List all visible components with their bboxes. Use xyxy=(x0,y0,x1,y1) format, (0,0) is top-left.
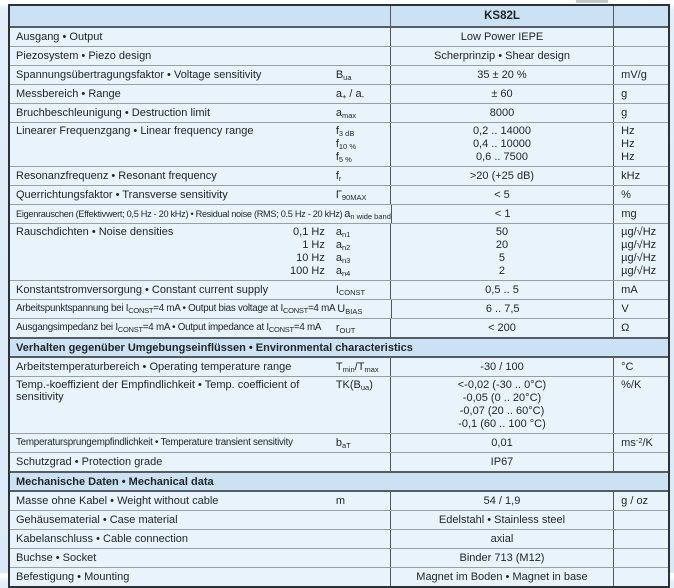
value-text: 20 xyxy=(495,239,509,251)
value-cell xyxy=(391,186,614,204)
value-text: 54 / 1,9 xyxy=(483,495,521,507)
unit-text: mV/g xyxy=(621,69,647,81)
unit-text: Hz xyxy=(621,151,635,163)
symbol-cell xyxy=(334,189,390,201)
symbol-cell xyxy=(334,514,390,526)
value-text: 0,5 .. 5 xyxy=(485,284,519,296)
param-cell xyxy=(10,358,391,376)
unit-text: $ms^{-2}/K$ xyxy=(621,436,653,449)
param-cell xyxy=(10,319,391,337)
value-cell xyxy=(391,358,614,376)
table-row xyxy=(10,122,668,166)
unit-cell xyxy=(614,358,668,376)
value-text: < 200 xyxy=(488,322,516,334)
unit-cell xyxy=(614,530,668,548)
value-text: 0,01 xyxy=(491,437,513,449)
value-text: < 5 xyxy=(494,189,510,201)
param-cell xyxy=(10,66,391,84)
value-text: IP67 xyxy=(490,456,514,468)
param-cell xyxy=(10,434,391,452)
unit-text: µg/√Hz xyxy=(621,265,657,277)
table-row xyxy=(10,376,668,433)
unit-text: %/K xyxy=(621,379,642,391)
unit-cell xyxy=(614,281,668,299)
unit-cell xyxy=(614,85,668,103)
symbol-label: $B_{ua}$ xyxy=(335,69,352,82)
symbol-label: $f_{3 dB}$ xyxy=(335,125,355,138)
param-label: Arbeitspunktspannung bei $I_{CONST}=4$ mA • Output bias voltage at $I_{CONST}=4$ mA xyxy=(16,303,336,315)
freq-column xyxy=(275,226,334,278)
table-row xyxy=(10,358,668,376)
symbol-cell xyxy=(334,107,390,119)
unit-text: V xyxy=(621,303,629,315)
value-text: >20 (+25 dB) xyxy=(469,170,535,182)
symbol-label: $f_r$ xyxy=(335,170,342,183)
value-cell xyxy=(391,549,614,567)
table-row xyxy=(10,103,668,122)
unit-cell xyxy=(614,104,668,122)
unit-cell xyxy=(614,319,668,337)
table-row xyxy=(10,280,668,299)
param-cell xyxy=(10,568,391,586)
param-label: Konstantstromversorgung • Constant current supply xyxy=(16,284,269,296)
symbol-cell xyxy=(334,361,390,373)
value-text: Binder 713 (M12) xyxy=(459,552,545,564)
value-cell xyxy=(391,123,614,166)
symbol-label: $a_{n1}$ xyxy=(335,226,351,239)
param-label: Ausgang • Output xyxy=(16,31,103,43)
value-text: ± 60 xyxy=(491,88,513,100)
param-cell xyxy=(10,530,391,548)
value-text: 6 .. 7,5 xyxy=(485,303,520,315)
section-header-row: Mechanische Daten • Mechanical data xyxy=(10,471,668,492)
symbol-cell xyxy=(334,125,390,164)
param-cell xyxy=(10,281,391,299)
value-text: KS82L xyxy=(484,10,520,22)
value-text: -0,07 (20 .. 60°C) xyxy=(459,405,545,417)
table-row xyxy=(10,452,668,471)
unit-text: % xyxy=(621,189,631,201)
symbol-cell xyxy=(334,170,390,182)
unit-cell xyxy=(614,66,668,84)
value-cell xyxy=(391,47,614,65)
value-cell xyxy=(392,205,614,223)
value-cell xyxy=(391,434,614,452)
unit-cell xyxy=(614,123,668,166)
param-label: Linearer Frequenzgang • Linear frequency range xyxy=(16,125,254,137)
symbol-cell xyxy=(334,379,390,431)
param-label: Spannungsübertragungsfaktor • Voltage sensitivity xyxy=(16,69,262,81)
freq-label: 10 Hz xyxy=(296,252,325,264)
unit-cell xyxy=(614,167,668,185)
unit-text: mA xyxy=(621,284,638,296)
unit-text: Hz xyxy=(621,125,635,137)
symbol-label: $r_{OUT}$ xyxy=(335,322,356,335)
unit-text: Hz xyxy=(621,138,635,150)
unit-text: °C xyxy=(621,361,634,373)
symbol-label: $a_{n3}$ xyxy=(335,252,351,265)
unit-cell xyxy=(614,6,668,26)
param-cell xyxy=(10,300,392,318)
table-row xyxy=(10,223,668,280)
value-text: -30 / 100 xyxy=(480,361,524,373)
symbol-label: $TK(B_{ua})$ xyxy=(335,379,373,392)
symbol-cell xyxy=(334,322,390,334)
value-text: Scherprinzip • Shear design xyxy=(434,50,570,62)
table-row xyxy=(10,318,668,337)
table-row xyxy=(10,510,668,529)
param-label: Ausgangsimpedanz bei $I_{CONST}=4$ mA • Output impedance at $I_{CONST}=4$ mA xyxy=(16,322,322,334)
symbol-cell xyxy=(334,495,390,507)
value-text: 0,4 .. 10000 xyxy=(472,138,532,150)
value-text: -0,05 (0 .. 20°C) xyxy=(462,392,542,404)
value-cell xyxy=(391,492,614,510)
value-text: 2 xyxy=(498,265,506,277)
table-row xyxy=(10,28,668,46)
param-cell xyxy=(10,47,391,65)
freq-label: 100 Hz xyxy=(289,265,325,277)
section-header-row: Verhalten gegenüber Umgebungseinflüssen • Environmental characteristics xyxy=(10,337,668,358)
value-cell xyxy=(391,104,614,122)
unit-cell xyxy=(614,186,668,204)
param-cell xyxy=(10,511,391,529)
param-cell xyxy=(10,377,391,433)
symbol-label: $I_{CONST}$ xyxy=(335,284,366,297)
value-text: <-0,02 (-30 .. 0°C) xyxy=(457,379,547,391)
unit-cell xyxy=(614,300,668,318)
symbol-cell xyxy=(334,456,390,468)
symbol-label: $a_+ / a_-$ xyxy=(335,88,365,101)
table-header-row xyxy=(10,6,668,28)
value-cell xyxy=(391,167,614,185)
value-cell xyxy=(391,530,614,548)
table-row xyxy=(10,46,668,65)
param-cell xyxy=(10,205,392,223)
param-label: Messbereich • Range xyxy=(16,88,121,100)
param-label: Resonanzfrequenz • Resonant frequency xyxy=(16,170,217,182)
symbol-label: $a_{n wide band}$ xyxy=(344,208,391,221)
param-cell xyxy=(10,549,391,567)
symbol-cell xyxy=(334,533,390,545)
unit-text: g xyxy=(621,88,628,100)
symbol-label: $f_{10 \%}$ xyxy=(335,138,356,151)
unit-text: µg/√Hz xyxy=(621,252,657,264)
unit-text: Ω xyxy=(621,322,630,334)
param-label: Temp.-koeffizient der Empfindlichkeit • Temp. coefficient of sensitivity xyxy=(16,379,300,403)
param-label: Piezosystem • Piezo design xyxy=(16,50,152,62)
unit-text: µg/√Hz xyxy=(621,226,657,238)
table-row xyxy=(10,84,668,103)
value-cell xyxy=(392,300,614,318)
symbol-cell xyxy=(334,69,390,81)
freq-label: 1 Hz xyxy=(302,239,325,251)
unit-text: kHz xyxy=(621,170,641,182)
value-text: 0,2 .. 14000 xyxy=(472,125,532,137)
param-cell xyxy=(10,85,391,103)
symbol-cell xyxy=(334,10,390,22)
param-label: Befestigung • Mounting xyxy=(16,571,130,583)
symbol-label: m xyxy=(335,495,345,507)
crop-artifact xyxy=(576,0,608,3)
symbol-cell xyxy=(342,208,391,220)
symbol-label: $T_{min}/T_{max}$ xyxy=(335,361,379,374)
symbol-cell xyxy=(334,552,390,564)
value-cell xyxy=(391,377,614,433)
value-text: Edelstahl • Stainless steel xyxy=(438,514,566,526)
symbol-cell xyxy=(334,50,390,62)
value-cell xyxy=(391,568,614,586)
param-label: Schutzgrad • Protection grade xyxy=(16,456,163,468)
param-label: Querrichtungsfaktor • Transverse sensitivity xyxy=(16,189,228,201)
symbol-label: $U_{BIAS}$ xyxy=(337,303,363,316)
value-cell xyxy=(391,224,614,280)
value-text: 0,6 .. 7500 xyxy=(475,151,528,163)
table-row xyxy=(10,433,668,452)
param-label xyxy=(16,10,334,22)
unit-cell xyxy=(614,434,668,452)
unit-cell xyxy=(614,47,668,65)
param-label: Kabelanschluss • Cable connection xyxy=(16,533,189,545)
symbol-label: $\Gamma_{90MAX}$ xyxy=(335,189,367,202)
param-cell xyxy=(10,123,391,166)
unit-cell xyxy=(614,224,668,280)
value-cell xyxy=(391,453,614,471)
unit-cell xyxy=(614,492,668,510)
value-cell xyxy=(391,85,614,103)
param-label: Rauschdichten • Noise densities xyxy=(16,226,174,238)
symbol-cell xyxy=(334,31,390,43)
table-row xyxy=(10,185,668,204)
symbol-label: $b_{aT}$ xyxy=(335,437,351,450)
table-row xyxy=(10,567,668,586)
spec-table xyxy=(8,4,670,588)
unit-cell xyxy=(614,205,668,223)
value-cell xyxy=(391,66,614,84)
symbol-label: $a_{max}$ xyxy=(335,107,357,120)
symbol-label: $f_{5 \%}$ xyxy=(335,151,352,164)
value-text: < 1 xyxy=(494,208,511,220)
param-cell xyxy=(10,453,391,471)
value-text: 50 xyxy=(495,226,509,238)
param-label: Gehäusematerial • Case material xyxy=(16,514,178,526)
param-label: Bruchbeschleunigung • Destruction limit xyxy=(16,107,211,119)
param-label: Temperatursprungempfindlichkeit • Temperature transient sensitivity xyxy=(16,437,293,448)
symbol-cell xyxy=(334,226,390,278)
param-label: Arbeitstemperaturbereich • Operating temperature range xyxy=(16,361,292,373)
unit-cell xyxy=(614,377,668,433)
value-text: 8000 xyxy=(489,107,515,119)
param-label: Masse ohne Kabel • Weight without cable xyxy=(16,495,219,507)
unit-cell xyxy=(614,511,668,529)
table-row xyxy=(10,548,668,567)
symbol-cell xyxy=(334,88,390,100)
param-label: Eigenrauschen (Effektivwert; 0,5 Hz - 20 kHz) • Residual noise (RMS; 0.5 Hz - 20 kHz) xyxy=(16,209,343,219)
unit-cell xyxy=(614,453,668,471)
symbol-cell xyxy=(334,284,390,296)
unit-text: g xyxy=(621,107,628,119)
param-label: Buchse • Socket xyxy=(16,552,97,564)
table-row xyxy=(10,529,668,548)
table-row xyxy=(10,166,668,185)
unit-text: mg xyxy=(621,208,637,220)
value-cell xyxy=(391,319,614,337)
value-text: Low Power IEPE xyxy=(460,31,544,43)
value-text: axial xyxy=(490,533,514,545)
table-row xyxy=(10,492,668,510)
value-text: Magnet im Boden • Magnet in base xyxy=(416,571,588,583)
symbol-cell xyxy=(335,303,391,315)
value-text: -0,1 (60 .. 100 °C) xyxy=(458,418,546,430)
param-cell xyxy=(10,224,391,280)
unit-text: g / oz xyxy=(621,495,649,507)
symbol-label: $a_{n4}$ xyxy=(335,265,351,278)
value-cell xyxy=(391,511,614,529)
param-cell xyxy=(10,104,391,122)
value-cell xyxy=(391,281,614,299)
param-cell xyxy=(10,28,391,46)
param-cell xyxy=(10,492,391,510)
table-row xyxy=(10,65,668,84)
freq-label: 0,1 Hz xyxy=(293,226,325,238)
unit-cell xyxy=(614,549,668,567)
value-cell xyxy=(391,28,614,46)
table-row xyxy=(10,299,668,318)
param-cell xyxy=(10,186,391,204)
value-cell xyxy=(391,6,614,26)
symbol-cell xyxy=(334,437,390,449)
symbol-label: $a_{n2}$ xyxy=(335,239,351,252)
table-row xyxy=(10,204,668,223)
unit-cell xyxy=(614,28,668,46)
param-cell xyxy=(10,6,391,26)
unit-text: µg/√Hz xyxy=(621,239,657,251)
value-text: 5 xyxy=(498,252,506,264)
unit-cell xyxy=(614,568,668,586)
value-text: 35 ± 20 % xyxy=(477,69,527,81)
param-cell xyxy=(10,167,391,185)
